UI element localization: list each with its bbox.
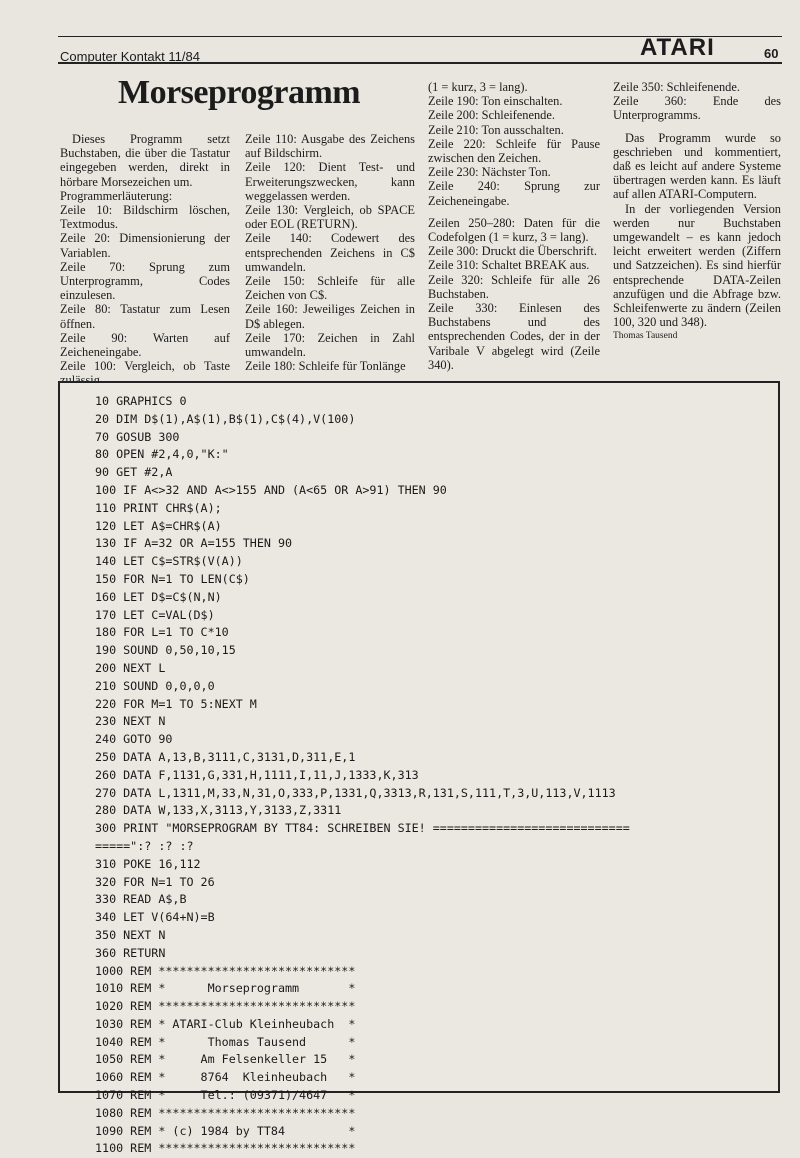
code-line: 1100 REM **************************** (95, 1141, 356, 1156)
paragraph: Zeile 80: Tastatur zum Lesen öffnen. (60, 302, 230, 331)
code-line: 1070 REM * Tel.: (09371)/4647 * (95, 1088, 356, 1103)
code-line: 320 FOR N=1 TO 26 (95, 874, 215, 889)
code-line: 1090 REM * (c) 1984 by TT84 * (95, 1123, 356, 1138)
paragraph: Zeile 10: Bildschirm löschen, Textmodus. (60, 203, 230, 232)
paragraph: Zeile 220: Schleife für Pause zwischen den Zeichen. (428, 136, 600, 166)
code-line: 190 SOUND 0,50,10,15 (95, 643, 236, 658)
code-line: 110 PRINT CHR$(A); (95, 500, 222, 515)
paragraph: Zeile 90: Warten auf Zeicheneingabe. (60, 330, 230, 360)
code-line: 160 LET D$=C$(N,N) (95, 589, 222, 604)
code-line: 100 IF A<>32 AND A<>155 AND (A<65 OR A>91) THEN 90 (95, 482, 447, 497)
code-line: 330 READ A$,B (95, 892, 187, 907)
basic-listing (95, 393, 630, 1158)
header-rule (58, 62, 782, 64)
author-byline: Thomas Tausend (613, 331, 678, 342)
paragraph: Zeile 20: Dimensionierung der Variablen. (60, 231, 230, 260)
article-column-4 (613, 80, 781, 344)
code-line: =====":? :? :? (95, 838, 194, 853)
paragraph: Dieses Programm setzt Buchstaben, die über die Tastatur eingegeben werden, direkt in hörbare Morsezeichen um. (60, 132, 230, 189)
code-line: 1000 REM **************************** (95, 963, 356, 978)
paragraph: Das Programm wurde so geschrieben und kommentiert, daß es leicht auf andere Systeme übertragen werden kann. Es läuft auf allen ATARI-Computern. (613, 130, 781, 202)
code-line: 170 LET C=VAL(D$) (95, 607, 215, 622)
paragraph: Zeile 230: Nächster Ton. (428, 165, 551, 180)
paragraph: Zeile 170: Zeichen in Zahl umwandeln. (245, 330, 415, 360)
code-line: 1050 REM * Am Felsenkeller 15 * (95, 1052, 356, 1067)
code-line: 270 DATA L,1311,M,33,N,31,O,333,P,1331,Q,3313,R,131,S,111,T,3,U,113,V,1113 (95, 785, 616, 800)
paragraph: Zeile 310: Schaltet BREAK aus. (428, 258, 590, 273)
code-line: 200 NEXT L (95, 660, 166, 675)
code-line: 1030 REM * ATARI-Club Kleinheubach * (95, 1016, 356, 1031)
code-line: 230 NEXT N (95, 714, 166, 729)
section-brand: ATARI (640, 34, 715, 61)
paragraph: Zeile 330: Einlesen des Buchstabens und des entsprechenden Codes, der in der Varibale V abgelegt wird (Zeile 340). (428, 301, 600, 372)
paragraph: Zeilen 250–280: Daten für die Codefolgen (1 = kurz, 3 = lang). (428, 215, 600, 245)
paragraph: Zeile 300: Druckt die Überschrift. (428, 244, 597, 259)
code-line: 280 DATA W,133,X,3113,Y,3133,Z,3311 (95, 803, 342, 818)
code-line: 1020 REM **************************** (95, 999, 356, 1014)
page-number: 60 (764, 46, 779, 61)
code-line: 310 POKE 16,112 (95, 856, 201, 871)
code-line: 150 FOR N=1 TO LEN(C$) (95, 571, 250, 586)
code-line: 210 SOUND 0,0,0,0 (95, 678, 215, 693)
code-line: 90 GET #2,A (95, 465, 173, 480)
article-column-2 (245, 132, 415, 373)
paragraph: Zeile 200: Schleifenende. (428, 108, 555, 123)
code-line: 360 RETURN (95, 945, 166, 960)
paragraph: Zeile 240: Sprung zur Zeicheneingabe. (428, 179, 600, 208)
code-line: 120 LET A$=CHR$(A) (95, 518, 222, 533)
code-line: 140 LET C$=STR$(V(A)) (95, 554, 243, 569)
code-line: 220 FOR M=1 TO 5:NEXT M (95, 696, 257, 711)
article-title: Morseprogramm (118, 74, 361, 111)
paragraph: Zeile 180: Schleife für Tonlänge (245, 359, 406, 374)
paragraph: Zeile 150: Schleife für alle Zeichen von C$. (245, 274, 415, 303)
paragraph: Programmerläuterung: (60, 188, 173, 203)
paragraph: Zeile 110: Ausgabe des Zeichens auf Bildschirm. (245, 132, 415, 161)
code-line: 300 PRINT "MORSEPROGRAM BY TT84: SCHREIBEN SIE! ============================ (95, 821, 630, 836)
paragraph: Zeile 120: Dient Test- und Erweiterungszwecken, kann weggelassen werden. (245, 160, 415, 203)
paragraph: Zeile 130: Vergleich, ob SPACE oder EOL (RETURN). (245, 203, 415, 232)
paragraph: (1 = kurz, 3 = lang). (428, 80, 528, 94)
code-line: 350 NEXT N (95, 927, 166, 942)
code-line: 180 FOR L=1 TO C*10 (95, 625, 229, 640)
paragraph: Zeile 210: Ton ausschalten. (428, 122, 564, 137)
code-line: 260 DATA F,1131,G,331,H,1111,I,11,J,1333,K,313 (95, 767, 419, 782)
code-line: 1010 REM * Morseprogramm * (95, 981, 356, 996)
code-line: 10 GRAPHICS 0 (95, 394, 187, 408)
code-line: 80 OPEN #2,4,0,"K:" (95, 447, 229, 462)
code-line: 1060 REM * 8764 Kleinheubach * (95, 1070, 356, 1085)
article-column-3 (428, 80, 600, 372)
article-column-1 (60, 132, 230, 388)
magazine-issue: Computer Kontakt 11/84 (60, 49, 200, 64)
paragraph: Zeile 360: Ende des Unterprogramms. (613, 94, 781, 123)
code-line: 130 IF A=32 OR A=155 THEN 90 (95, 536, 293, 551)
paragraph: Zeile 190: Ton einschalten. (428, 94, 563, 109)
paragraph: Zeile 160: Jeweiliges Zeichen in D$ ablegen. (245, 302, 415, 331)
code-line: 1040 REM * Thomas Tausend * (95, 1034, 356, 1049)
code-line: 340 LET V(64+N)=B (95, 910, 215, 925)
code-line: 1080 REM **************************** (95, 1105, 356, 1120)
code-line: 20 DIM D$(1),A$(1),B$(1),C$(4),V(100) (95, 411, 356, 426)
paragraph: Zeile 350: Schleifenende. (613, 80, 740, 94)
paragraph: Zeile 140: Codewert des entsprechenden Zeichens in C$ umwandeln. (245, 231, 415, 274)
code-line: 250 DATA A,13,B,3111,C,3131,D,311,E,1 (95, 749, 356, 764)
paragraph: Zeile 320: Schleife für alle 26 Buchstaben. (428, 272, 600, 301)
code-line: 70 GOSUB 300 (95, 429, 180, 444)
paragraph: Zeile 70: Sprung zum Unterprogramm, Codes einzulesen. (60, 259, 230, 303)
code-line: 240 GOTO 90 (95, 732, 173, 747)
paragraph: Zeile 100: Vergleich, ob Taste (60, 359, 230, 374)
paragraph: In der vorliegenden Version werden nur Buchstaben umgewandelt – es kann jedoch leicht erweitert werden (Ziffern und Satzzeichen). Es sind hierfür entsprechende DATA-Zeilen anzufügen und die Abfrage bzw. Schleifenwerte zu ändern (Zeilen 100, 320 und 348). (613, 201, 781, 330)
